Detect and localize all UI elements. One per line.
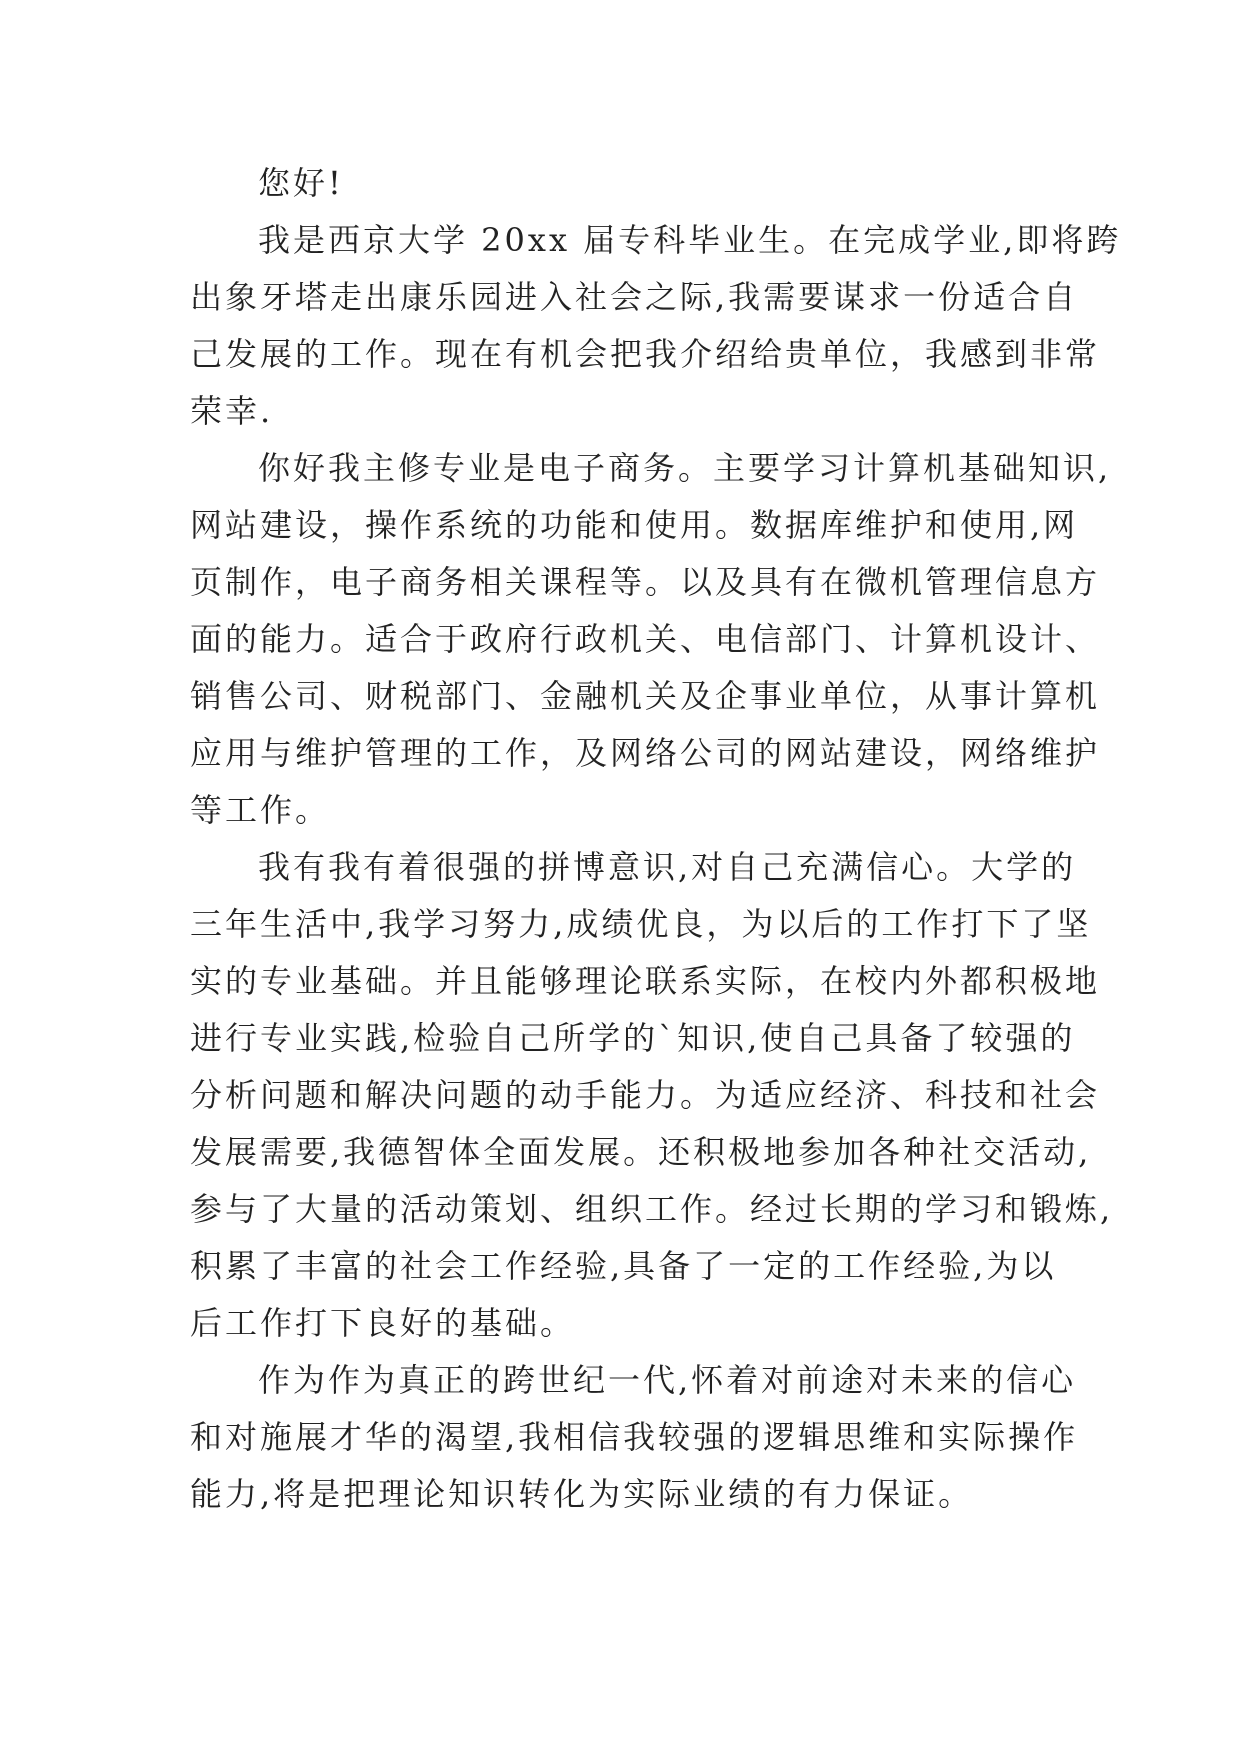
paragraph-line: 页制作，电子商务相关课程等。以及具有在微机管理信息方 <box>190 563 1101 601</box>
paragraph-line: 能力,将是把理论知识转化为实际业绩的有力保证。 <box>190 1475 974 1513</box>
paragraph-line: 和对施展才华的渴望,我相信我较强的逻辑思维和实际操作 <box>190 1418 1079 1456</box>
paragraph-line: 实的专业基础。并且能够理论联系实际，在校内外都积极地 <box>190 962 1101 1000</box>
paragraph-line: 面的能力。适合于政府行政机关、电信部门、计算机设计、 <box>190 620 1101 658</box>
paragraph-1 <box>190 212 1122 440</box>
paragraph-line: 己发展的工作。现在有机会把我介绍给贵单位，我感到非常 <box>190 335 1101 373</box>
paragraph-line: 销售公司、财税部门、金融机关及企事业单位，从事计算机 <box>190 677 1101 715</box>
paragraph-line: 应用与维护管理的工作，及网络公司的网站建设，网络维护 <box>190 734 1101 772</box>
paragraph-line: 积累了丰富的社会工作经验,具备了一定的工作经验,为以 <box>190 1247 1057 1285</box>
greeting: 您好! <box>258 164 344 202</box>
paragraph-line: 分析问题和解决问题的动手能力。为适应经济、科技和社会 <box>190 1076 1101 1114</box>
paragraph-line: 三年生活中,我学习努力,成绩优良，为以后的工作打下了坚 <box>190 905 1092 943</box>
paragraph-line: 后工作打下良好的基础。 <box>190 1304 576 1342</box>
paragraph-line: 作为作为真正的跨世纪一代,怀着对前途对未来的信心 <box>258 1361 1077 1399</box>
paragraph-line: 进行专业实践,检验自己所学的`知识,使自己具备了较强的 <box>190 1019 1076 1057</box>
paragraph-line: 你好我主修专业是电子商务。主要学习计算机基础知识, <box>258 449 1112 487</box>
paragraph-line: 我有我有着很强的拼博意识,对自己充满信心。大学的 <box>258 848 1077 886</box>
paragraph-line: 参与了大量的活动策划、组织工作。经过长期的学习和锻炼, <box>190 1190 1114 1228</box>
paragraph-4 <box>190 1352 1079 1523</box>
letter-body <box>190 155 1122 1523</box>
paragraph-2 <box>190 440 1112 839</box>
paragraph-line: 发展需要,我德智体全面发展。还积极地参加各种社交活动, <box>190 1133 1092 1171</box>
paragraph-line: 我是西京大学 20xx 届专科毕业生。在完成学业,即将跨 <box>258 221 1122 259</box>
paragraph-line: 出象牙塔走出康乐园进入社会之际,我需要谋求一份适合自 <box>190 278 1079 316</box>
paragraph-3 <box>190 839 1114 1352</box>
paragraph-line: 荣幸. <box>190 392 274 430</box>
paragraph-line: 等工作。 <box>190 791 331 829</box>
paragraph-line: 网站建设，操作系统的功能和使用。数据库维护和使用,网 <box>190 506 1079 544</box>
